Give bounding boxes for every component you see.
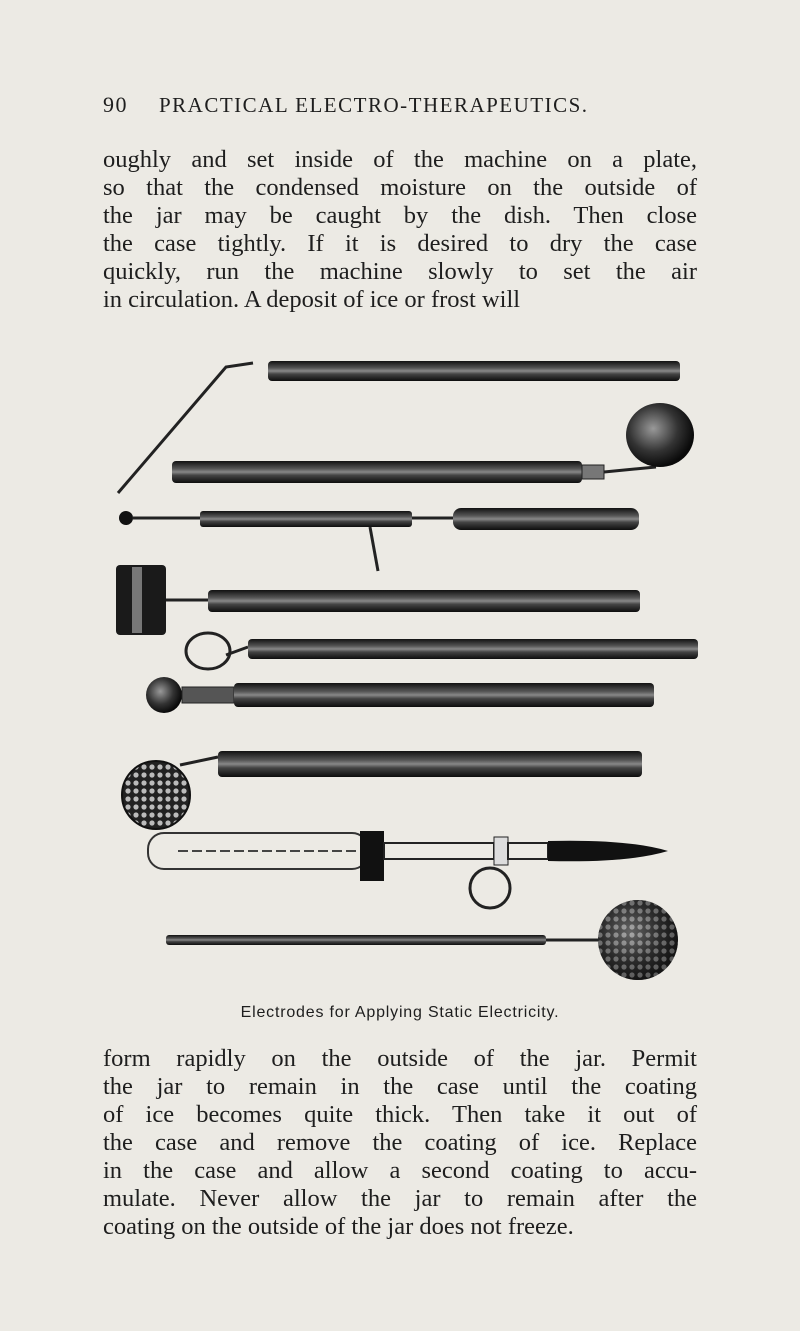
text-line: the jar may be caught by the dish. Then close bbox=[103, 202, 697, 229]
text-line: coating on the outside of the jar does not freeze. bbox=[103, 1213, 574, 1240]
figure-caption: Electrodes for Applying Static Electricity. bbox=[240, 1004, 560, 1021]
running-title: PRACTICAL ELECTRO-THERAPEUTICS. bbox=[159, 93, 589, 117]
paragraph-top bbox=[103, 146, 697, 314]
text-line: in the case and allow a second coating to accu- bbox=[103, 1157, 697, 1184]
electrode-knob bbox=[146, 677, 654, 713]
text-line: quickly, run the machine slowly to set the air bbox=[103, 258, 697, 285]
electrode-sponge bbox=[166, 900, 678, 980]
text-line: form rapidly on the outside of the jar. Permit bbox=[103, 1045, 697, 1072]
electrode-loop bbox=[186, 633, 698, 669]
text-line: of ice becomes quite thick. Then take it out of bbox=[103, 1101, 697, 1128]
electrode-bent-brush bbox=[118, 361, 694, 493]
electrode-dotted-head bbox=[122, 751, 642, 829]
electrodes-illustration bbox=[108, 355, 708, 997]
running-header bbox=[103, 92, 703, 118]
text-line: the case tightly. If it is desired to dry the case bbox=[103, 230, 697, 257]
text-line: oughly and set inside of the machine on a plate, bbox=[103, 146, 697, 173]
electrode-tubular bbox=[148, 831, 668, 908]
electrode-rod-handle bbox=[119, 508, 639, 571]
electrode-plate bbox=[116, 565, 640, 635]
paragraph-bottom bbox=[103, 1045, 697, 1241]
text-line: the case and remove the coating of ice. Replace bbox=[103, 1129, 697, 1156]
page-number: 90 bbox=[103, 92, 128, 117]
text-line: mulate. Never allow the jar to remain after the bbox=[103, 1185, 697, 1212]
text-line: so that the condensed moisture on the outside of bbox=[103, 174, 697, 201]
text-line: the jar to remain in the case until the coating bbox=[103, 1073, 697, 1100]
text-line: in circulation. A deposit of ice or frost will bbox=[103, 286, 521, 313]
